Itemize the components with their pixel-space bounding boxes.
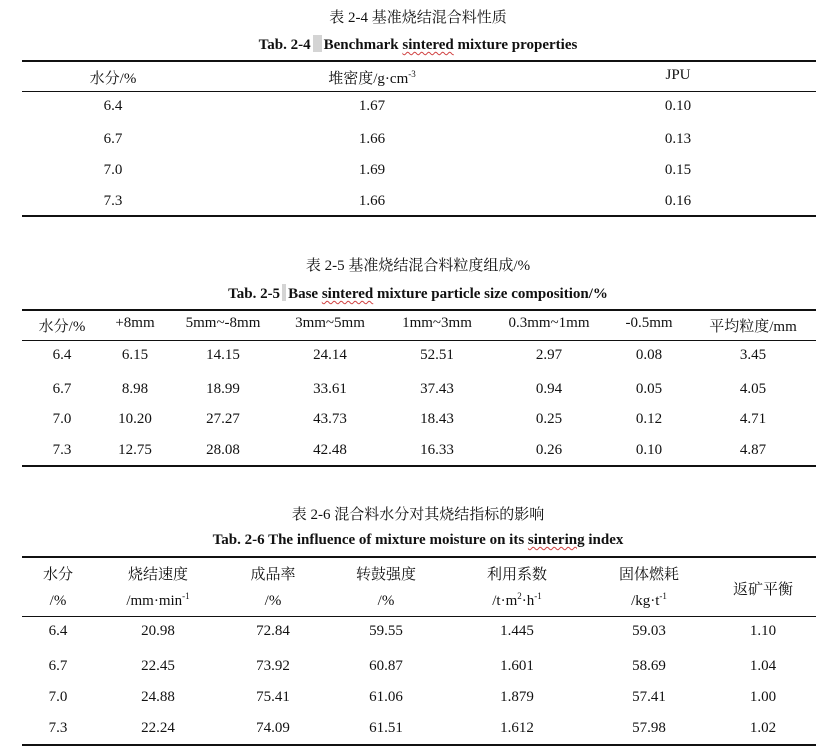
table-cell: 18.43 [420,411,454,427]
table-cell: 12.75 [118,442,152,458]
table-cell: 22.24 [141,720,175,736]
table-cell: 6.15 [121,347,149,363]
table-cell: 0.10 [664,98,692,114]
table-cell: 7.3 [52,442,72,458]
column-header: 5mm~-8mm [185,315,261,331]
table-cell: 33.61 [313,381,347,397]
table-2-4-header-jpu: JPU [665,67,691,83]
table-cell: 42.48 [313,442,347,458]
highlight-mark [313,35,322,52]
table-2-4-header-moisture: 水分/% [89,71,137,87]
table-cell: 6.4 [103,98,123,114]
table-cell: 1.69 [358,162,386,178]
table-cell: 58.69 [632,658,666,674]
column-header: 水分 [42,567,74,583]
table-cell: 7.3 [48,720,68,736]
table-cell: 7.0 [103,162,123,178]
table-cell: 0.08 [635,347,663,363]
column-header: 转鼓强度 [355,567,417,583]
table-cell: 6.7 [48,658,68,674]
table-cell: 4.05 [739,381,767,397]
table-2-5-bottom-rule [22,465,816,467]
table-cell: 57.41 [632,689,666,705]
column-unit: /% [264,593,282,609]
column-header: 返矿平衡 [732,582,794,598]
table-cell: 52.51 [420,347,454,363]
table-cell: 59.03 [632,623,666,639]
table-cell: 1.67 [358,98,386,114]
table-cell: 28.08 [206,442,240,458]
table-cell: 43.73 [313,411,347,427]
table-2-4-caption-cn: 表 2-4 基准烧结混合料性质 [329,10,507,26]
table-cell: 24.88 [141,689,175,705]
table-2-5-top-rule [22,309,816,311]
table-2-4-header-density: 堆密度$/g\cdot cm^{-3}$ [328,69,416,87]
table-cell: 61.06 [369,689,403,705]
table-2-6-top-rule [22,556,816,558]
table-cell: 59.55 [369,623,403,639]
table-cell: 7.3 [103,193,123,209]
highlight-mark [282,284,286,301]
column-header: 平均粒度/mm [709,319,797,335]
table-2-6-header-rule [22,616,816,617]
table-cell: 0.16 [664,193,692,209]
table-cell: 24.14 [313,347,347,363]
table-cell: 1.66 [358,131,386,147]
table-cell: 0.25 [535,411,563,427]
table-2-5-caption-cn: 表 2-5 基准烧结混合料粒度组成/% [305,258,531,274]
column-unit: $/mm\cdot\min^{-1}$ [126,591,190,609]
table-cell: 1.601 [500,658,534,674]
table-cell: 0.13 [664,131,692,147]
table-cell: 6.4 [52,347,72,363]
table-2-4-header-rule [22,91,816,92]
table-cell: 0.26 [535,442,563,458]
table-cell: 72.84 [256,623,290,639]
column-header: 固体燃耗 [618,567,680,583]
spellcheck-word: sintered [402,37,454,53]
table-cell: 10.20 [118,411,152,427]
column-unit: $/t\cdot m^2\cdot h^{-1}$ [492,591,542,609]
table-2-6-bottom-rule [22,744,816,746]
caption-label: Tab. 2-4 [258,37,311,53]
spellcheck-word: sintering [527,532,585,548]
table-cell: 4.71 [739,411,767,427]
column-unit: /% [377,593,395,609]
column-header: -0.5mm [625,315,673,331]
table-cell: 6.7 [103,131,123,147]
table-cell: 60.87 [369,658,403,674]
table-cell: 3.45 [739,347,767,363]
table-cell: 57.98 [632,720,666,736]
table-cell: 0.10 [635,442,663,458]
column-header: 3mm~5mm [295,315,365,331]
table-cell: 18.99 [206,381,240,397]
table-cell: 1.02 [749,720,777,736]
table-2-4-caption-en: Tab. 2-4 Benchmark sintered mixture properties [258,37,578,53]
table-cell: 8.98 [121,381,149,397]
table-cell: 6.4 [48,623,68,639]
table-2-4-top-rule [22,60,816,62]
table-cell: 2.97 [535,347,563,363]
column-header: 1mm~3mm [402,315,472,331]
table-cell: 7.0 [52,411,72,427]
column-unit: /% [49,593,67,609]
column-unit: $/kg\cdot t^{-1}$ [631,591,667,609]
table-2-5-header-rule [22,340,816,341]
column-header: 烧结速度 [127,567,189,583]
table-2-5-caption-en: Tab. 2-5 Base sintered mixture particle size composition/% [228,286,608,302]
table-cell: 1.445 [500,623,534,639]
spellcheck-word: sintered [321,286,374,302]
table-cell: 1.879 [500,689,534,705]
table-cell: 27.27 [206,411,240,427]
table-cell: 22.45 [141,658,175,674]
table-2-4-bottom-rule [22,215,816,217]
column-header: 成品率 [250,567,296,583]
table-cell: 1.612 [500,720,534,736]
table-cell: 1.66 [358,193,386,209]
table-cell: 1.00 [749,689,777,705]
table-cell: 7.0 [48,689,68,705]
table-cell: 73.92 [256,658,290,674]
column-header: +8mm [115,315,155,331]
column-header: 水分/% [38,319,86,335]
column-header: 利用系数 [486,567,548,583]
table-cell: 14.15 [206,347,240,363]
table-cell: 1.10 [749,623,777,639]
column-header: 0.3mm~1mm [508,315,590,331]
table-cell: 1.04 [749,658,777,674]
table-cell: 74.09 [256,720,290,736]
table-cell: 75.41 [256,689,290,705]
table-cell: 61.51 [369,720,403,736]
table-cell: 0.94 [535,381,563,397]
table-cell: 37.43 [420,381,454,397]
table-cell: 4.87 [739,442,767,458]
table-cell: 0.05 [635,381,663,397]
table-cell: 20.98 [141,623,175,639]
table-cell: 0.15 [664,162,692,178]
table-cell: 16.33 [420,442,454,458]
table-2-6-caption-en: Tab. 2-6 The influence of mixture moisture on its sintering index [212,532,624,548]
table-2-6-caption-cn: 表 2-6 混合料水分对其烧结指标的影响 [291,507,545,523]
table-cell: 6.7 [52,381,72,397]
table-cell: 0.12 [635,411,663,427]
